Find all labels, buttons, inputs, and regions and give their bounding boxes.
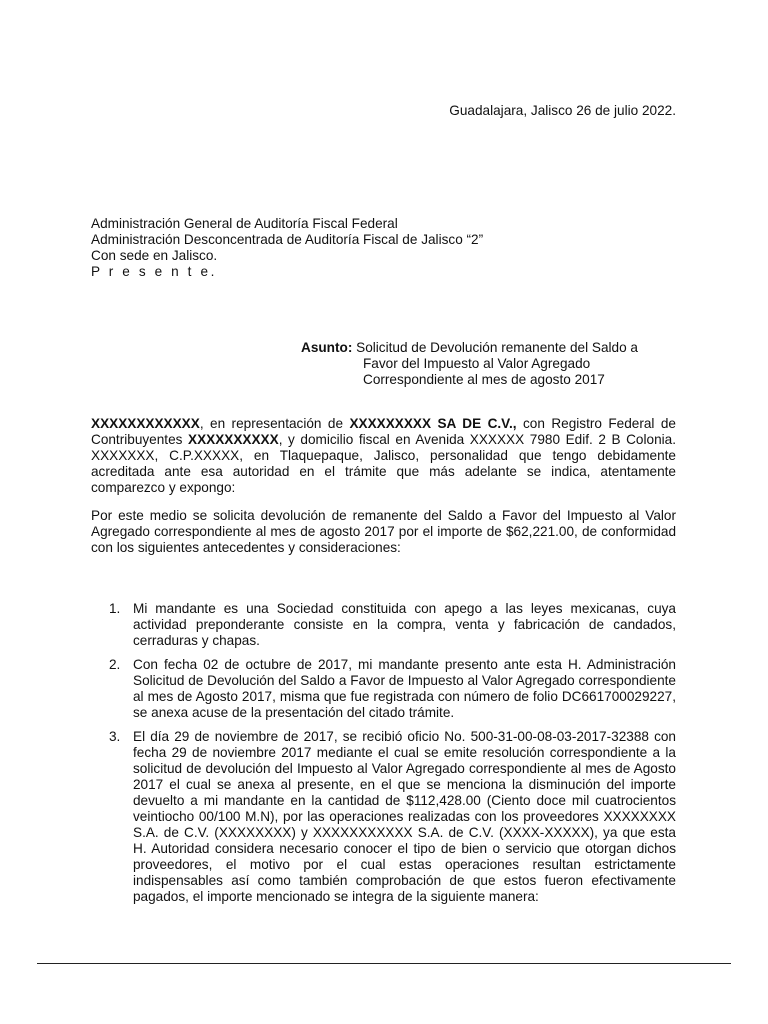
subject-block bbox=[301, 340, 681, 388]
representative-name: XXXXXXXXXXXX bbox=[91, 416, 200, 431]
list-item-text: Con fecha 02 de octubre de 2017, mi mandante presento ante esta H. Administración Solicitud de Devolución del Saldo a Favor de Impuesto al Valor Agregado correspondiente al mes de Agosto 2017, misma que fue registrada con número de folio DC661700029227, se anexa acuse de la presentación del citado trámite. bbox=[133, 657, 676, 720]
page-bottom-rule bbox=[37, 963, 731, 964]
addressee-line-4: P r e s e n t e. bbox=[91, 264, 217, 279]
intro-text-2: con Registro Federal de Contribuyentes bbox=[91, 416, 676, 447]
request-paragraph: Por este medio se solicita devolución de remanente del Saldo a Favor del Impuesto al Valor Agregado correspondiente al mes de agosto 2017 por el importe de $62,221.00, de conformidad con los siguientes antecedentes y consideraciones: bbox=[91, 508, 676, 555]
list-item-text: El día 29 de noviembre de 2017, se recibió oficio No. 500-31-00-08-03-2017-32388 con fecha 29 de noviembre 2017 mediante el cual se emite resolución correspondiente a la solicitud de devolución del Impuesto al Valor Agregado correspondiente al mes de Agosto 2017 el cual se anexa al presente, en el que se menciona la disminución del importe devuelto a mi mandante en la cantidad de $112,428.00 (Ciento doce mil cuatrocientos veintiocho 00/100 M.N), por las operaciones realizadas con los proveedores XXXXXXXX S.A. de C.V. (XXXXXXXX) y XXXXXXXXXXX S.A. de C.V. (XXXX-XXXXX), ya que esta H. Autoridad considera necesario conocer el tipo de bien o servicio que otorgan dichos proveedores, el motivo por el cual estas operaciones resultan estrictamente indispensables así como también comprobación de que estos fueron efectivamente pagados, el importe mencionado se integra de la siguiente manera: bbox=[133, 729, 676, 904]
rfc-value: XXXXXXXXXX bbox=[188, 432, 279, 447]
list-item-number: 1. bbox=[109, 601, 121, 616]
intro-text-1: , en representación de bbox=[199, 416, 350, 431]
intro-text-3: , y domicilio fiscal en Avenida XXXXXX 7980 Edif. 2 B Colonia. XXXXXXX, C.P.XXXXX, en Tlaquepaque, Jalisco, personalidad que tengo debidamente acreditada ante esa autoridad en el trámite que más adelante se indica, atentamente comparezco y expongo: bbox=[91, 432, 676, 495]
list-item-text: Mi mandante es una Sociedad constituida con apego a las leyes mexicanas, cuya actividad preponderante consiste en la compra, venta y fabricación de candados, cerraduras y chapas. bbox=[133, 601, 676, 648]
list-item bbox=[91, 657, 676, 721]
addressee-block bbox=[91, 216, 483, 280]
date-line: Guadalajara, Jalisco 26 de julio 2022. bbox=[449, 103, 676, 118]
antecedents-list bbox=[91, 601, 676, 913]
subject-line-3: Correspondiente al mes de agosto 2017 bbox=[363, 372, 605, 387]
subject-label: Asunto: bbox=[301, 340, 353, 355]
list-item bbox=[91, 601, 676, 649]
addressee-line-3: Con sede en Jalisco. bbox=[91, 248, 218, 263]
addressee-line-2: Administración Desconcentrada de Auditoría Fiscal de Jalisco “2” bbox=[91, 232, 484, 247]
addressee-line-1: Administración General de Auditoría Fiscal Federal bbox=[91, 216, 398, 231]
list-item-number: 2. bbox=[109, 657, 121, 672]
list-item-number: 3. bbox=[109, 729, 121, 744]
list-item bbox=[91, 729, 676, 905]
subject-line-2: Favor del Impuesto al Valor Agregado bbox=[363, 356, 591, 371]
company-name: XXXXXXXXX SA DE C.V., bbox=[349, 416, 517, 431]
intro-paragraph bbox=[91, 416, 676, 496]
subject-line-1: Solicitud de Devolución remanente del Saldo a bbox=[356, 340, 638, 355]
